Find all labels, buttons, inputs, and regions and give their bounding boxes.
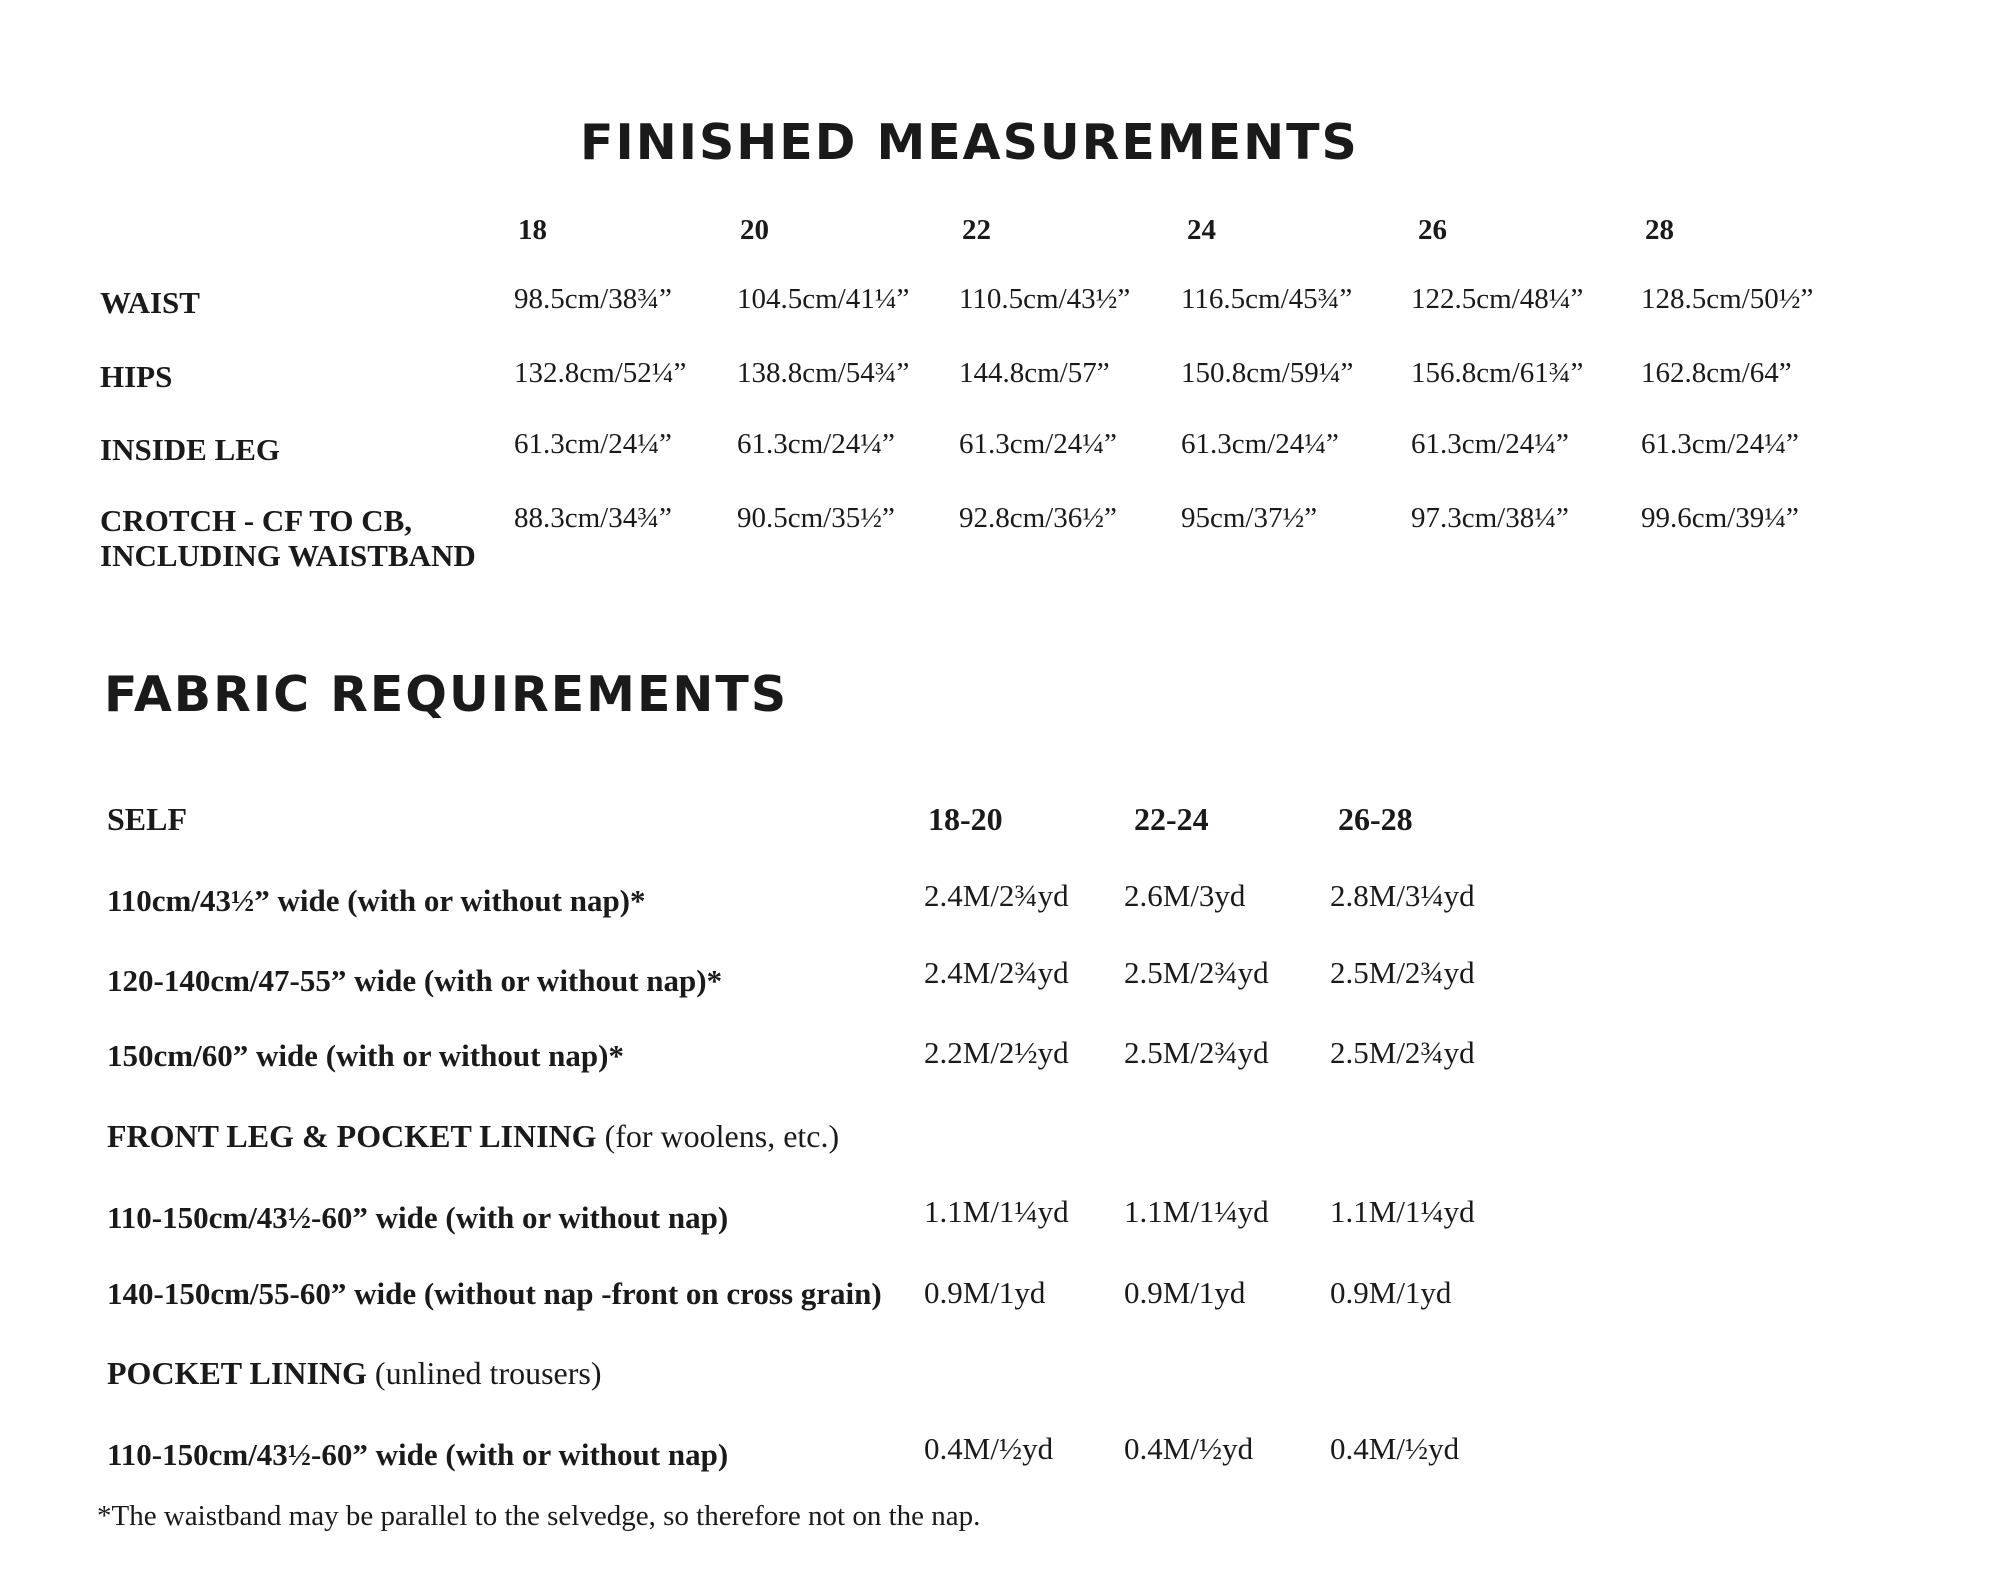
fr-row-label: 110-150cm/43½-60” wide (with or without nap) xyxy=(107,1200,729,1235)
pocket-lining-section-title: POCKET LINING xyxy=(107,1355,367,1391)
fabric-requirements-title: FABRIC REQUIREMENTS xyxy=(104,666,789,723)
fm-cell: 99.6cm/39¼” xyxy=(1641,502,1799,534)
fm-cell: 138.8cm/54¾” xyxy=(737,357,910,389)
fm-cell: 98.5cm/38¾” xyxy=(514,283,672,315)
fr-row-label: 120-140cm/47-55” wide (with or without nap)* xyxy=(107,963,723,998)
fm-cell: 61.3cm/24¼” xyxy=(514,428,672,460)
fr-row-label: 150cm/60” wide (with or without nap)* xyxy=(107,1038,624,1073)
fm-cell: 88.3cm/34¾” xyxy=(514,502,672,534)
pocket-lining-section-heading xyxy=(107,1355,602,1392)
fr-size-header: 26-28 xyxy=(1338,801,1413,837)
fr-cell: 0.4M/½yd xyxy=(1330,1431,1460,1466)
fm-cell: 116.5cm/45¾” xyxy=(1181,283,1353,315)
fr-cell: 2.5M/2¾yd xyxy=(1330,1035,1475,1070)
fr-cell: 2.2M/2½yd xyxy=(924,1035,1069,1070)
fr-cell: 2.5M/2¾yd xyxy=(1124,1035,1269,1070)
fm-cell: 144.8cm/57” xyxy=(959,357,1110,389)
fr-cell: 2.6M/3yd xyxy=(1124,878,1246,913)
fr-cell: 0.9M/1yd xyxy=(924,1275,1046,1310)
fm-cell: 61.3cm/24¼” xyxy=(737,428,895,460)
fr-row-label: 110cm/43½” wide (with or without nap)* xyxy=(107,883,646,918)
fm-cell: 61.3cm/24¼” xyxy=(1181,428,1339,460)
fm-cell: 97.3cm/38¼” xyxy=(1411,502,1569,534)
fm-row-label: INCLUDING WAISTBAND xyxy=(100,538,476,573)
fr-cell: 2.5M/2¾yd xyxy=(1330,955,1475,990)
fr-cell: 1.1M/1¼yd xyxy=(1330,1194,1475,1229)
fm-cell: 92.8cm/36½” xyxy=(959,502,1117,534)
fm-size-header: 18 xyxy=(518,214,547,246)
fm-row-label: HIPS xyxy=(100,359,173,394)
fm-cell: 162.8cm/64” xyxy=(1641,357,1792,389)
fm-cell: 110.5cm/43½” xyxy=(959,283,1131,315)
fm-cell: 156.8cm/61¾” xyxy=(1411,357,1584,389)
fm-size-header: 22 xyxy=(962,214,991,246)
finished-measurements-title: FINISHED MEASUREMENTS xyxy=(580,114,1359,171)
fm-cell: 104.5cm/41¼” xyxy=(737,283,910,315)
front-leg-section-note: (for woolens, etc.) xyxy=(604,1118,840,1154)
fr-cell: 2.5M/2¾yd xyxy=(1124,955,1269,990)
fm-cell: 150.8cm/59¼” xyxy=(1181,357,1354,389)
fr-cell: 2.4M/2¾yd xyxy=(924,955,1069,990)
fm-cell: 61.3cm/24¼” xyxy=(1411,428,1569,460)
fr-cell: 2.4M/2¾yd xyxy=(924,878,1069,913)
fr-cell: 0.4M/½yd xyxy=(1124,1431,1254,1466)
fm-size-header: 28 xyxy=(1645,214,1674,246)
fm-cell: 122.5cm/48¼” xyxy=(1411,283,1584,315)
fm-row-label: INSIDE LEG xyxy=(100,432,281,467)
fm-cell: 61.3cm/24¼” xyxy=(1641,428,1799,460)
fm-cell: 61.3cm/24¼” xyxy=(959,428,1117,460)
fr-cell: 0.9M/1yd xyxy=(1124,1275,1246,1310)
fr-cell: 0.9M/1yd xyxy=(1330,1275,1452,1310)
fr-size-header: 18-20 xyxy=(928,801,1003,837)
fr-row-label: 110-150cm/43½-60” wide (with or without nap) xyxy=(107,1437,729,1472)
fm-cell: 90.5cm/35½” xyxy=(737,502,895,534)
fr-cell: 1.1M/1¼yd xyxy=(924,1194,1069,1229)
fr-size-header: 22-24 xyxy=(1134,801,1209,837)
fr-cell: 2.8M/3¼yd xyxy=(1330,878,1475,913)
fm-size-header: 24 xyxy=(1187,214,1216,246)
fm-size-header: 20 xyxy=(740,214,769,246)
front-leg-section-title: FRONT LEG & POCKET LINING xyxy=(107,1118,597,1154)
fr-row-label: 140-150cm/55-60” wide (without nap -front on cross grain) xyxy=(107,1276,882,1311)
self-label: SELF xyxy=(107,801,188,837)
fm-row-label: WAIST xyxy=(100,285,200,320)
pocket-lining-section-note: (unlined trousers) xyxy=(374,1355,602,1391)
fm-size-header: 26 xyxy=(1418,214,1447,246)
fm-cell: 128.5cm/50½” xyxy=(1641,283,1814,315)
footnote: *The waistband may be parallel to the selvedge, so therefore not on the nap. xyxy=(97,1500,981,1532)
fm-row-label: CROTCH - CF TO CB, xyxy=(100,503,413,538)
fr-cell: 0.4M/½yd xyxy=(924,1431,1054,1466)
front-leg-section-heading xyxy=(107,1118,839,1155)
fm-cell: 132.8cm/52¼” xyxy=(514,357,687,389)
fr-cell: 1.1M/1¼yd xyxy=(1124,1194,1269,1229)
fm-cell: 95cm/37½” xyxy=(1181,502,1318,534)
